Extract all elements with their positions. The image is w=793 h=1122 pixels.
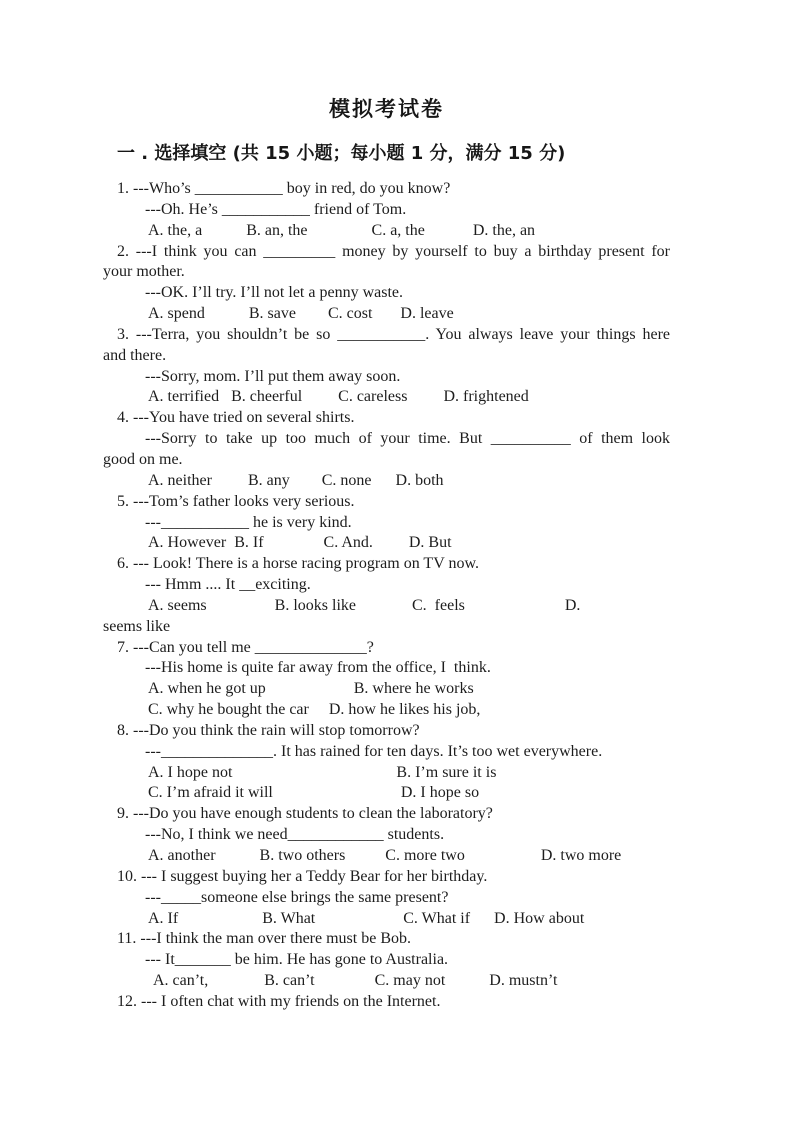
q9-options: A. another B. two others C. more two D. two more <box>148 847 622 864</box>
q5-response: ---___________ he is very kind. <box>145 513 352 531</box>
q4-response: ---Sorry to take up too much of your time. But __________ of them look <box>145 430 670 448</box>
q7-response: ---His home is quite far away from the office, I think. <box>145 659 491 677</box>
q1-options: A. the, a B. an, the C. a, the D. the, an <box>148 221 536 239</box>
q4-response-cont: good on me. <box>103 450 183 468</box>
q8-response: ---______________. It has rained for ten days. It’s too wet everywhere. <box>145 742 603 760</box>
q7-stem: 7. ---Can you tell me ______________? <box>117 638 374 656</box>
q8-stem: 8. ---Do you think the rain will stop tomorrow? <box>117 721 420 739</box>
q2-stem-cont: your mother. <box>103 263 185 281</box>
q3-stem-cont: and there. <box>103 346 167 364</box>
q3-stem: 3. ---Terra, you shouldn’t be so ___________. You always leave your things here <box>117 325 670 343</box>
q5-options: A. However B. If C. And. D. But <box>148 534 452 552</box>
q4-stem: 4. ---You have tried on several shirts. <box>117 409 355 427</box>
q1-stem: 1. ---Who’s ___________ boy in red, do you know? <box>117 180 451 197</box>
q6-options: A. seems B. looks like C. feels D. <box>148 596 581 614</box>
section-heading: 一 . 选择填空 (共 15 小题；每小题 1 分，满分 15 分) <box>117 143 566 164</box>
q3-options: A. terrified B. cheerful C. careless D. frightened <box>148 388 529 406</box>
q6-options-cont: seems like <box>103 617 171 635</box>
q12-stem: 12. --- I often chat with my friends on the Internet. <box>117 992 441 1010</box>
q7-options-cd: C. why he bought the car D. how he likes his job, <box>148 701 481 719</box>
q9-response: ---No, I think we need____________ students. <box>145 826 445 844</box>
q11-stem: 11. ---I think the man over there must be Bob. <box>117 930 411 948</box>
q8-options-cd: C. I’m afraid it will D. I hope so <box>148 784 480 802</box>
q6-response: --- Hmm .... It __exciting. <box>145 576 311 594</box>
q3-response: ---Sorry, mom. I’ll put them away soon. <box>145 367 401 385</box>
q10-response: ---_____someone else brings the same present? <box>145 888 449 906</box>
q10-options: A. If B. What C. What if D. How about <box>148 909 585 927</box>
exam-title: 模拟考试卷 <box>329 97 444 121</box>
q11-options: A. can’t, B. can’t C. may not D. mustn’t <box>153 972 558 990</box>
q10-stem: 10. --- I suggest buying her a Teddy Bear for her birthday. <box>117 867 488 885</box>
page-content <box>103 0 670 1013</box>
q2-options: A. spend B. save C. cost D. leave <box>148 305 454 323</box>
q4-options: A. neither B. any C. none D. both <box>148 471 444 489</box>
q6-stem: 6. --- Look! There is a horse racing program on TV now. <box>117 555 479 573</box>
q7-options-ab: A. when he got up B. where he works <box>148 680 474 698</box>
q11-response: --- It_______ be him. He has gone to Australia. <box>145 951 449 969</box>
q9-stem: 9. ---Do you have enough students to clean the laboratory? <box>117 805 493 823</box>
q8-options-ab: A. I hope not B. I’m sure it is <box>148 763 497 781</box>
q2-stem: 2. ---I think you can _________ money by yourself to buy a birthday present for <box>117 242 670 260</box>
q5-stem: 5. ---Tom’s father looks very serious. <box>117 492 355 510</box>
q1-response: ---Oh. He’s ___________ friend of Tom. <box>145 200 407 218</box>
q2-response: ---OK. I’ll try. I’ll not let a penny waste. <box>145 284 403 302</box>
question-list <box>103 179 670 1013</box>
